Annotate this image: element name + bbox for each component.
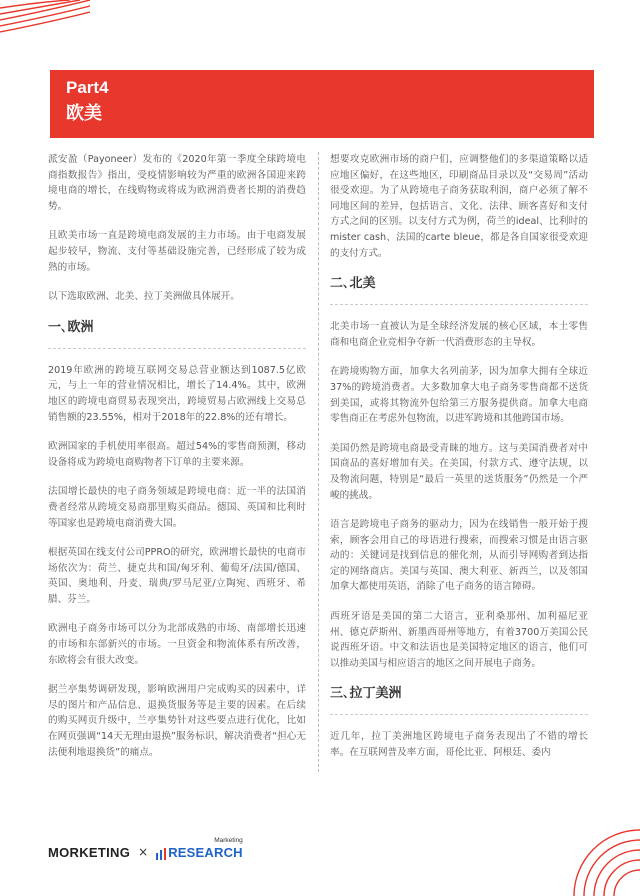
north-america-paragraph: 在跨境购物方面，加拿大名列前茅，因为加拿大拥有全球近37%的跨境消费者。大多数加拿大电子商务零售商都不送货到美国，或将其物流外包给第三方服务提供商。加拿大电商零售商正在考虑外包物流，以进军跨境和其他跨国市场。 <box>330 366 588 425</box>
research-word: RESEARCH <box>168 844 243 860</box>
footer-logos <box>48 836 243 864</box>
north-america-paragraph: 美国仍然是跨境电商最受青睐的地方。这与美国消费者对中国商品的喜好增加有关。在美国，付款方式、遵守法规，以及物流问题，特别是“最后一英里的送货服务”仍然是一个严峻的挑战。 <box>330 442 588 501</box>
europe-paragraph: 欧洲电子商务市场可以分为北部成熟的市场、南部增长迅速的市场和东部新兴的市场。一旦资金和物流体系有所改善，东欧将会有很大改变。 <box>48 623 306 666</box>
north-america-heading: 二､北美 <box>330 276 376 292</box>
latin-america-paragraph: 近几年，拉丁美洲地区跨境电子商务表现出了不错的增长率。在互联网普及率方面，哥伦比亚、阿根廷、委内 <box>330 731 588 759</box>
section-banner <box>50 70 594 138</box>
intro-paragraph: 且欧美市场一直是跨境电商发展的主力市场。由于电商发展起步较早，物流、支付等基础设施完善，已经形成了较为成熟的市场。 <box>48 230 306 273</box>
bars-icon <box>156 848 166 860</box>
morketing-logo: MORKETING <box>48 844 131 860</box>
right-column <box>330 152 588 775</box>
marketing-small-text: Marketing <box>214 836 243 844</box>
column-divider <box>318 152 319 772</box>
europe-paragraph: 法国增长最快的电子商务领域是跨境电商：近一半的法国消费者经常从跨境交易商那里购买商品。德国、英国和比利时等国家也是跨境电商消费大国。 <box>48 486 306 529</box>
europe-continued-paragraph: 想要攻克欧洲市场的商户们，应调整他们的多渠道策略以适应地区偏好，在这些地区，印刷商品目录以及“交易周”活动很受欢迎。为了从跨境电子商务获取利润，商户必须了解不同地区间的差异，包括语言、文化、法律、顾客喜好和支付方式之间的区别。以支付方式为例，荷兰的ideal、比利时的mister cash、法国的carte bleue，都是各自国家很受欢迎的支付方式。 <box>330 154 588 259</box>
corner-decoration-top-left <box>0 0 90 60</box>
heading-divider <box>330 299 588 305</box>
intro-paragraph: 以下选取欧洲、北美、拉丁美洲做具体展开。 <box>48 291 240 303</box>
europe-paragraph: 根据英国在线支付公司PPRO的研究，欧洲增长最快的电商市场依次为：荷兰、捷克共和国/匈牙利、葡萄牙/法国/德国、英国、奥地利、丹麦、瑞典/罗马尼亚/立陶宛、西班牙、希腊、芬兰。 <box>48 547 306 605</box>
intro-paragraph: 派安盈（Payoneer）发布的《2020年第一季度全球跨境电商指数报告》指出，受疫情影响较为严重的欧洲各国迎来跨境电商的增长，在线购物或将成为欧洲消费者长期的消费趋势。 <box>48 154 306 212</box>
heading-divider <box>48 343 306 349</box>
corner-decoration-bottom-right <box>544 800 640 896</box>
part-label: Part4 <box>66 78 109 97</box>
region-title: 欧美 <box>66 103 102 124</box>
europe-paragraph: 2019年欧洲的跨境互联网交易总营业额达到1087.5亿欧元，与上一年的营业情况相比，增长了14.4%。其中，欧洲地区的跨境电商贸易表现突出，跨境贸易占欧洲线上交易总销售额的23.55%，相对于2018年的22.8%的还有增长。 <box>48 364 306 423</box>
marketing-research-logo <box>156 836 243 860</box>
europe-paragraph: 据兰亭集势调研发现，影响欧洲用户完成购买的因素中，详尽的图片和产品信息、退换货服务等是主要的因素。在后续的购买网页升级中，兰亭集势针对这些要点进行优化，比如在网页强调“14天无理由退换”服务标识，解决消费者“担心无法便利地退换货”的痛点。 <box>48 684 306 758</box>
north-america-paragraph: 西班牙语是美国的第二大语言，亚利桑那州、加利福尼亚州、德克萨斯州、新墨西哥州等地方，有着3700万美国公民说西班牙语。中文和法语也是美国特定地区的语言，他们可以推动美国与相应语言的地区之间开展电子商务。 <box>330 611 588 669</box>
north-america-paragraph: 北美市场一直被认为是全球经济发展的核心区域，本土零售商和电商企业竞相争夺新一代消费形态的主导权。 <box>330 321 588 348</box>
latin-america-heading: 三､拉丁美洲 <box>330 686 402 702</box>
europe-heading: 一､欧洲 <box>48 319 94 335</box>
heading-divider <box>330 709 588 715</box>
north-america-paragraph: 语言是跨境电子商务的驱动力，因为在线销售一般开始于搜索，顾客会用自己的母语进行搜索，而搜索习惯是由语言驱动的：关键词是找到信息的催化剂，从而引导网购者到达指定的网络商店。美国与英国、澳大利亚、新西兰，以及邻国加拿大都使用英语，消除了电子商务的语言障碍。 <box>330 519 588 593</box>
left-column <box>48 152 306 774</box>
europe-paragraph: 欧洲国家的手机使用率很高。超过54%的零售商预测，移动设备将成为跨境电商购物者下订单的主要来源。 <box>48 441 306 468</box>
times-sign: × <box>138 845 149 859</box>
